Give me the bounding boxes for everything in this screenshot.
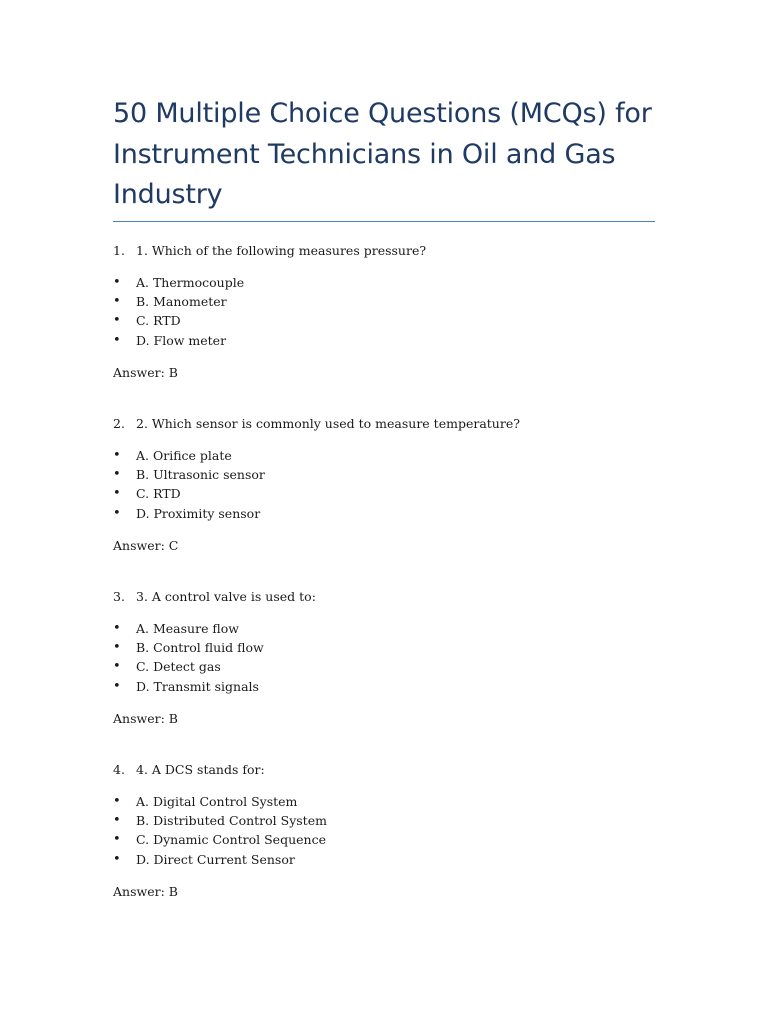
answer-text: Answer: C (113, 537, 179, 553)
option-list (113, 273, 673, 350)
answer-text: Answer: B (113, 710, 178, 726)
question-label: 1. Which of the following measures pressure? (136, 243, 427, 258)
bullet-icon: • (113, 313, 121, 329)
option-list (113, 792, 673, 869)
question-text (113, 587, 673, 606)
question-number: 3. (113, 589, 125, 604)
bullet-icon: • (113, 275, 121, 290)
question-block (113, 760, 673, 901)
bullet-icon: • (113, 505, 121, 521)
option-item (113, 465, 673, 484)
option-item (113, 677, 673, 696)
option-label: C. Detect gas (136, 659, 221, 675)
option-item (113, 830, 673, 849)
bullet-icon: • (113, 621, 121, 636)
bullet-icon: • (113, 486, 121, 502)
option-label: B. Distributed Control System (136, 813, 327, 829)
question-number: 1. (113, 243, 125, 258)
bullet-icon: • (113, 640, 121, 656)
question-label: 3. A control valve is used to: (136, 589, 316, 604)
option-label: B. Ultrasonic sensor (136, 467, 265, 483)
option-item (113, 273, 673, 292)
title-underline (113, 221, 655, 222)
option-label: B. Manometer (136, 294, 227, 310)
option-label: C. RTD (136, 313, 181, 329)
option-list (113, 446, 673, 523)
question-block (113, 587, 673, 728)
bullet-icon: • (113, 659, 121, 675)
option-label: D. Flow meter (136, 332, 227, 348)
option-label: B. Control fluid flow (136, 640, 264, 656)
question-number: 2. (113, 416, 125, 431)
option-item (113, 638, 673, 657)
option-item (113, 331, 673, 350)
option-label: C. RTD (136, 486, 181, 502)
option-label: A. Digital Control System (136, 794, 298, 809)
option-label: D. Transmit signals (136, 678, 259, 694)
document-title: 50 Multiple Choice Questions (MCQs) for Instrument Technicians in Oil and Gas Industry (113, 98, 652, 210)
option-label: D. Proximity sensor (136, 505, 261, 521)
bullet-icon: • (113, 332, 121, 348)
bullet-icon: • (113, 678, 121, 694)
option-label: C. Dynamic Control Sequence (136, 832, 326, 848)
bullet-icon: • (113, 294, 121, 310)
option-item (113, 504, 673, 523)
question-label: 4. A DCS stands for: (136, 762, 265, 777)
option-label: A. Thermocouple (136, 275, 245, 290)
question-text (113, 760, 673, 779)
option-label: A. Measure flow (136, 621, 239, 636)
question-label: 2. Which sensor is commonly used to measure temperature? (136, 416, 520, 431)
bullet-icon: • (113, 467, 121, 483)
bullet-icon: • (113, 794, 121, 809)
bullet-icon: • (113, 832, 121, 848)
option-item (113, 311, 673, 330)
option-list (113, 619, 673, 696)
bullet-icon: • (113, 851, 121, 867)
answer-text: Answer: B (113, 364, 178, 380)
question-block (113, 414, 673, 555)
option-item (113, 484, 673, 503)
answer-text: Answer: B (113, 883, 178, 899)
question-text (113, 241, 673, 260)
option-label: D. Direct Current Sensor (136, 851, 295, 867)
question-number: 4. (113, 762, 125, 777)
option-item (113, 850, 673, 869)
option-item (113, 446, 673, 465)
option-item (113, 792, 673, 811)
bullet-icon: • (113, 813, 121, 829)
bullet-icon: • (113, 448, 121, 463)
question-block (113, 241, 673, 382)
question-text (113, 414, 673, 433)
option-item (113, 811, 673, 830)
option-item (113, 292, 673, 311)
option-label: A. Orifice plate (136, 448, 232, 463)
option-item (113, 619, 673, 638)
option-item (113, 657, 673, 676)
